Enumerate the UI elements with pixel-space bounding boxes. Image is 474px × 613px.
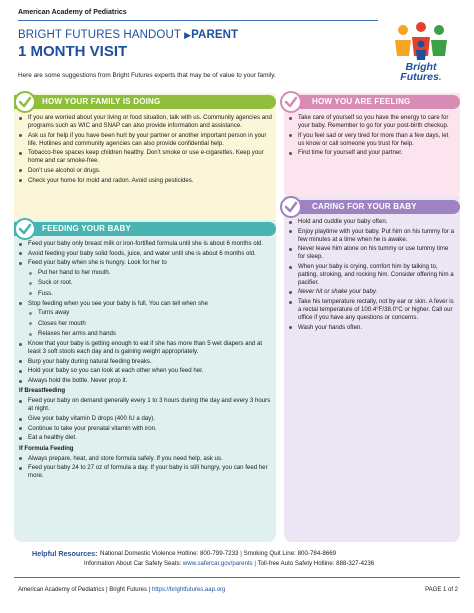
list-item: Feed your baby on demand generally every 1 to 3 hours during the day and every 3 hours at night.	[18, 397, 272, 413]
caring-heading: CARING FOR YOUR BABY	[284, 200, 460, 214]
list-item: Hold your baby so you can look at each other when you feed her.	[18, 367, 272, 375]
list-item: Enjoy playtime with your baby. Put him on his tummy for a few minutes at a time when he is awake.	[288, 228, 456, 244]
list-item: Never hit or shake your baby.	[288, 288, 456, 296]
list-item: Find time for yourself and your partner.	[288, 149, 456, 157]
footer-left	[18, 587, 225, 593]
logo-line1: Bright	[405, 61, 437, 73]
footer-brand: Bright Futures	[109, 587, 147, 593]
subsection-heading: If Formula Feeding	[19, 444, 74, 452]
kicker-arrow: ▶	[184, 30, 192, 40]
list-item: Give your baby vitamin D drops (400 IU a day).	[18, 415, 272, 423]
check-icon	[280, 91, 302, 113]
list-item: Don’t use alcohol or drugs.	[18, 167, 272, 175]
separator: |	[106, 587, 108, 593]
handout-kicker	[18, 29, 238, 41]
list-item: Always prepare, heat, and store formula safely. If you need help, ask us.	[18, 455, 272, 463]
feeding-heading: FEEDING YOUR BABY	[14, 222, 276, 236]
resources-title: Helpful Resources:	[32, 549, 98, 558]
logo-mark: .	[438, 71, 442, 83]
kicker-right: PARENT	[191, 29, 239, 41]
subsection-heading: If Breastfeeding	[19, 387, 66, 395]
page-title: 1 MONTH VISIT	[18, 43, 128, 60]
family-heading: HOW YOUR FAMILY IS DOING	[14, 95, 276, 109]
list-item: Take care of yourself so you have the energy to care for your baby. Remember to go for your post-birth checkup.	[288, 114, 456, 130]
footer-rule	[14, 577, 460, 578]
check-icon	[14, 91, 36, 113]
footer-link[interactable]: https://brightfutures.aap.org	[151, 587, 226, 593]
list-item: When your baby is crying, comfort him by talking to, patting, stroking, and rocking him. Consider offering him a pacifier.	[288, 263, 456, 287]
sub-list-item: Relaxes her arms and hands	[18, 330, 272, 338]
list-item: Always hold the bottle. Never prop it.	[18, 377, 272, 385]
separator: |	[148, 587, 151, 593]
page-number: PAGE 1 of 2	[425, 587, 458, 593]
car-seat-label: Information About Car Safety Seats:	[84, 560, 182, 567]
logo-line2: Futures	[400, 71, 439, 83]
list-item: Wash your hands often.	[288, 324, 456, 332]
check-icon	[14, 218, 36, 240]
caring-list	[288, 218, 456, 333]
kicker-left: BRIGHT FUTURES HANDOUT	[18, 29, 181, 41]
list-item: If you are worried about your living or food situation, talk with us. Community agencies and programs such as WIC and SNAP can also provide information and assistance.	[18, 114, 272, 130]
feeling-heading: HOW YOU ARE FEELING	[284, 95, 460, 109]
list-item: Never leave him alone on his tummy or use tummy time for sleep.	[288, 245, 456, 261]
logo-wordmark	[386, 62, 456, 82]
org-name: American Academy of Pediatrics	[18, 9, 127, 16]
sub-list-item: Turns away	[18, 309, 272, 317]
feeling-list	[288, 114, 456, 159]
family-list	[18, 114, 272, 186]
intro-text: Here are some suggestions from Bright Futures experts that may be of value to your family.	[18, 72, 276, 79]
auto-safety-hotline: Toll-free Auto Safety Hotline: 888-327-4236	[257, 560, 375, 567]
list-item: Burp your baby during natural feeding breaks.	[18, 358, 272, 366]
list-item: Check your home for mold and radon. Avoid using pesticides.	[18, 177, 272, 185]
list-item: Know that your baby is getting enough to eat if she has more than 5 wet diapers and at least 3 soft stools each day and is gaining weight appropriately.	[18, 340, 272, 356]
sub-list-item: Put her hand to her mouth.	[18, 269, 272, 277]
separator: |	[254, 560, 256, 567]
list-item: Feed your baby only breast milk or iron-fortified formula until she is about 6 months old.	[18, 240, 272, 248]
list-item: Eat a healthy diet.	[18, 434, 272, 442]
header-rule	[18, 20, 378, 21]
quit-line: Smoking Quit Line: 800-784-8669	[243, 549, 337, 557]
list-item: Avoid feeding your baby solid foods, juice, and water until she is about 6 months old.	[18, 250, 272, 258]
family-figures-icon	[386, 22, 456, 64]
list-item: Continue to take your prenatal vitamin with iron.	[18, 425, 272, 433]
footer-org: American Academy of Pediatrics	[18, 587, 105, 593]
list-item: Feed your baby 24 to 27 oz of formula a day. If your baby is still hungry, you can feed her more.	[18, 464, 272, 480]
dv-hotline: National Domestic Violence Hotline: 800-799-7233	[100, 549, 239, 557]
list-item: Tobacco-free spaces keep children healthy. Don’t smoke or use e-cigarettes. Keep your home and car smoke-free.	[18, 149, 272, 165]
list-item: Feed your baby when she is hungry. Look for her to	[18, 259, 272, 267]
list-item: Take his temperature rectally, not by ear or skin. A fever is a rectal temperature of 100.4°F/38.0°C or higher. Call our office if you have any questions or concerns.	[288, 298, 456, 322]
separator: |	[240, 549, 242, 557]
list-item: If you feel sad or very tired for more than a few days, let us know or call someone you trust for help.	[288, 132, 456, 148]
list-item: Stop feeding when you see your baby is full. You can tell when she	[18, 300, 272, 308]
sub-list-item: Fuss.	[18, 290, 272, 298]
sub-list-item: Suck or root.	[18, 279, 272, 287]
resources-line-1	[100, 550, 336, 557]
resources-line-2	[84, 560, 374, 567]
list-item: Hold and cuddle your baby often.	[288, 218, 456, 226]
safercar-link[interactable]: www.safercar.gov/parents	[182, 560, 253, 567]
sub-list-item: Closes her mouth	[18, 320, 272, 328]
bright-futures-logo	[386, 22, 456, 88]
check-icon	[280, 196, 302, 218]
feeding-list	[18, 240, 272, 482]
list-item: Ask us for help if you have been hurt by your partner or another important person in your life. Hotlines and community agencies can also provide confidential help.	[18, 132, 272, 148]
